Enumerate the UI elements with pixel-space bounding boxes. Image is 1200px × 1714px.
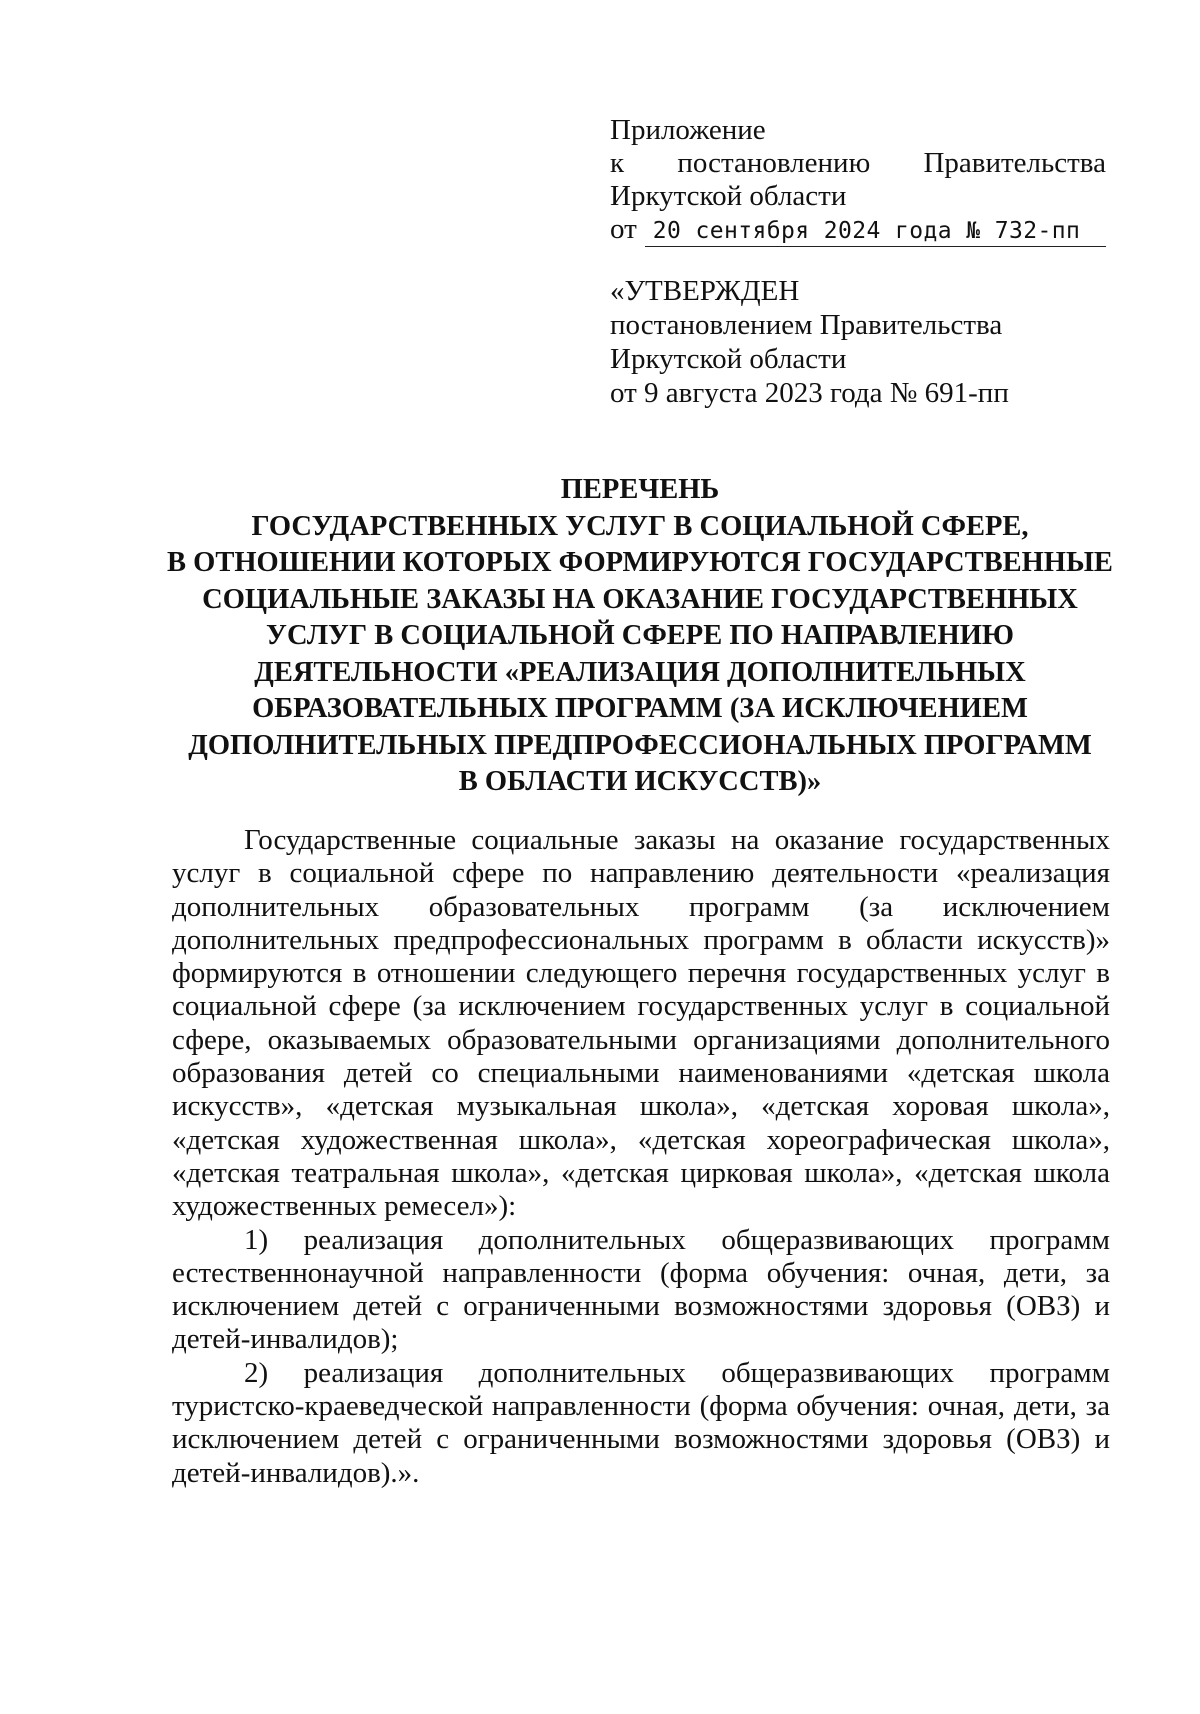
approved-header: [610, 274, 1106, 410]
approved-by: постановлением Правительства: [610, 309, 1003, 341]
appendix-date-line: [610, 213, 1106, 247]
title-line: ПЕРЕЧЕНЬ: [560, 474, 720, 505]
title-line: ОБРАЗОВАТЕЛЬНЫХ ПРОГРАММ (ЗА ИСКЛЮЧЕНИЕМ: [252, 693, 1028, 724]
intro-paragraph: Государственные социальные заказы на оказание государственных услуг в социальной сфере по направлению деятельности «реализация дополнительных образовательных программ (за исключением дополнительных предпрофессиональных программ в области искусств)» формируются в отношении следующего перечня государственных услуг в социальной сфере (за исключением государственных услуг в социальной сфере, оказываемых образовательными организациями дополнительного образования детей со специальными наименованиями «детская школа искусств», «детская музыкальная школа», «детская хоровая школа», «детская художественная школа», «детская хореографическая школа», «детская театральная школа», «детская цирковая школа», «детская школа художественных ремесел»):: [172, 824, 1110, 1223]
appendix-resolution-line: [610, 147, 1106, 180]
approved-label: «УТВЕРЖДЕН: [610, 275, 800, 307]
title-line: СОЦИАЛЬНЫЕ ЗАКАЗЫ НА ОКАЗАНИЕ ГОСУДАРСТВЕННЫХ: [202, 583, 1078, 615]
approved-region: Иркутской области: [610, 343, 847, 375]
appendix-word-resolution: постановлению: [677, 147, 871, 179]
appendix-label: Приложение: [610, 114, 766, 146]
list-item-2: 2) реализация дополнительных общеразвивающих программ туристско-краеведческой направленности (форма обучения: очная, дети, за исключением детей с ограниченными возможностями здоровья (ОВЗ) и детей-инвалидов).».: [172, 1356, 1110, 1489]
title-line: ДЕЯТЕЛЬНОСТИ «РЕАЛИЗАЦИЯ ДОПОЛНИТЕЛЬНЫХ: [254, 656, 1026, 688]
appendix-word-k: к: [610, 147, 625, 179]
title-line: В ОТНОШЕНИИ КОТОРЫХ ФОРМИРУЮТСЯ ГОСУДАРСТВЕННЫЕ: [167, 547, 1113, 578]
appendix-date-prefix: от: [610, 213, 637, 245]
appendix-header: [610, 114, 1106, 247]
title-line: В ОБЛАСТИ ИСКУССТВ)»: [458, 766, 822, 797]
document-title: [160, 472, 1120, 801]
title-line: ДОПОЛНИТЕЛЬНЫХ ПРЕДПРОФЕССИОНАЛЬНЫХ ПРОГРАММ: [188, 729, 1092, 761]
title-line: ГОСУДАРСТВЕННЫХ УСЛУГ В СОЦИАЛЬНОЙ СФЕРЕ,: [251, 510, 1029, 542]
list-item-1: 1) реализация дополнительных общеразвивающих программ естественнонаучной направленности (форма обучения: очная, дети, за исключением детей с ограниченными возможностями здоровья (ОВЗ) и детей-инвалидов);: [172, 1223, 1110, 1356]
appendix-region: Иркутской области: [610, 180, 847, 212]
document-body: [172, 824, 1110, 1490]
approved-date: от 9 августа 2023 года № 691-пп: [610, 377, 1009, 409]
appendix-word-government: Правительства: [923, 147, 1106, 179]
title-line: УСЛУГ В СОЦИАЛЬНОЙ СФЕРЕ ПО НАПРАВЛЕНИЮ: [266, 620, 1014, 651]
appendix-date-value: 20 сентября 2024 года № 732-пп: [645, 216, 1106, 247]
